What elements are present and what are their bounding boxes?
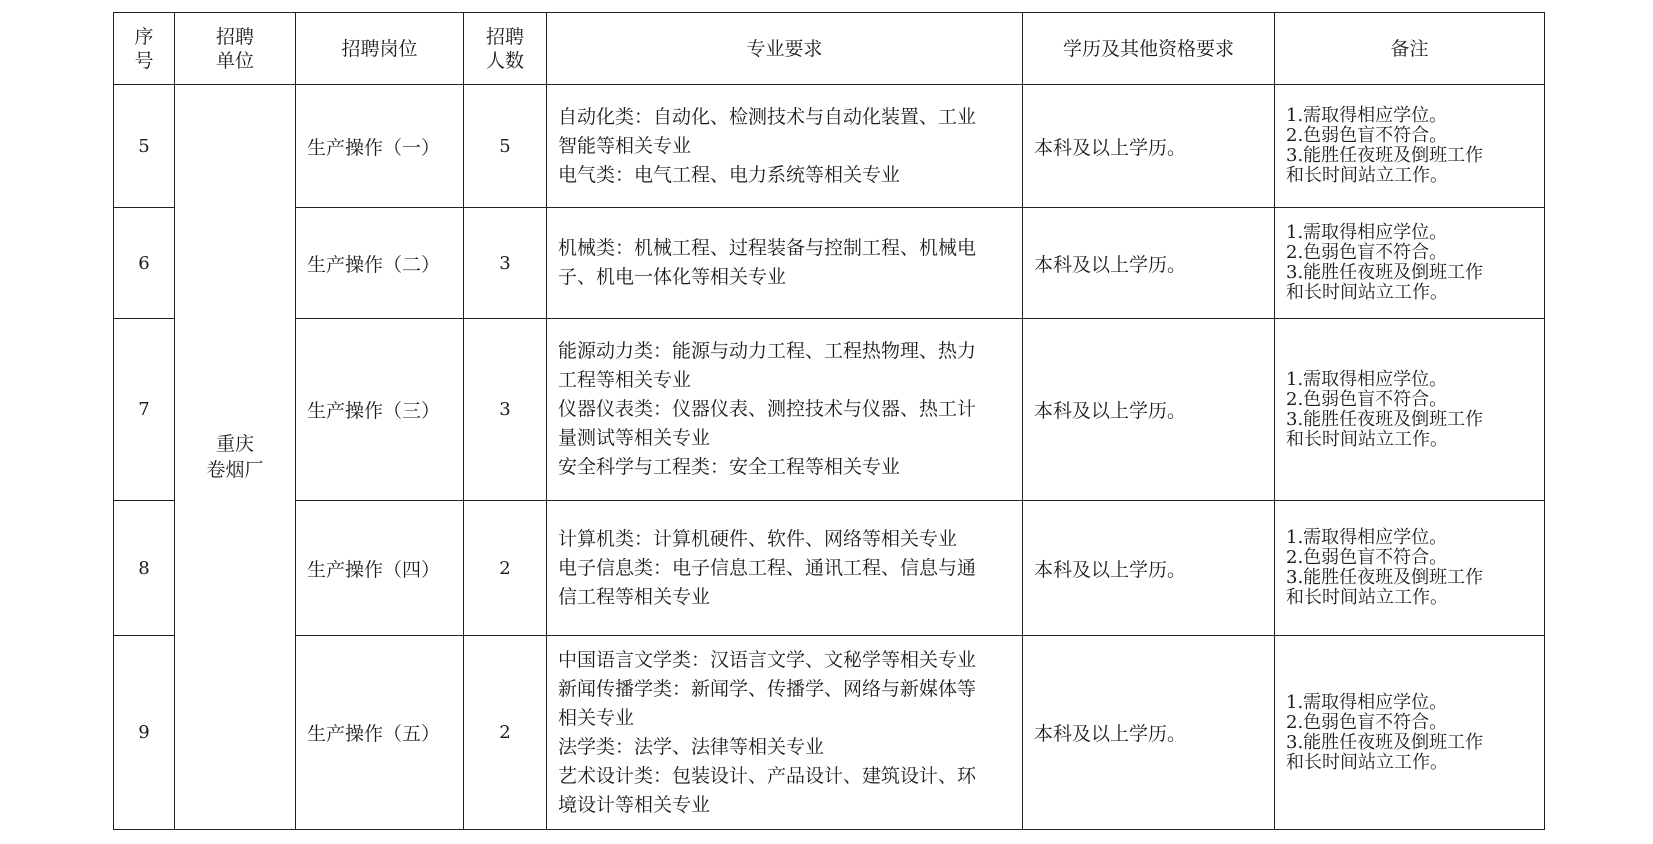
major-line: 艺术设计类：包装设计、产品设计、建筑设计、环 xyxy=(558,764,977,787)
education-cell: 本科及以上学历。 xyxy=(1023,319,1275,501)
education-cell: 本科及以上学历。 xyxy=(1023,501,1275,636)
remark-line: 3.能胜任夜班及倒班工作 xyxy=(1286,567,1484,588)
header-count: 招聘 人数 xyxy=(464,13,547,85)
position-cell: 生产操作（一） xyxy=(296,85,464,208)
table-row xyxy=(114,319,1545,501)
education-cell: 本科及以上学历。 xyxy=(1023,636,1275,830)
table-row xyxy=(114,85,1545,208)
major-line: 子、机电一体化等相关专业 xyxy=(558,266,787,288)
major-line: 工程等相关专业 xyxy=(558,369,692,391)
remark-line: 1.需取得相应学位。 xyxy=(1286,368,1448,390)
major-line: 中国语言文学类：汉语言文学、文秘学等相关专业 xyxy=(558,648,977,671)
major-line: 安全科学与工程类：安全工程等相关专业 xyxy=(558,456,901,478)
seq-cell: 9 xyxy=(114,636,175,830)
count-cell: 3 xyxy=(464,319,547,501)
count-cell: 3 xyxy=(464,208,547,319)
major-line: 机械类：机械工程、过程装备与控制工程、机械电 xyxy=(558,237,977,259)
table-row xyxy=(114,501,1545,636)
seq-cell: 5 xyxy=(114,85,175,208)
major-line: 量测试等相关专业 xyxy=(558,427,711,449)
header-position: 招聘岗位 xyxy=(296,13,464,85)
position-cell: 生产操作（四） xyxy=(296,501,464,636)
remark-line: 2.色弱色盲不符合。 xyxy=(1286,242,1448,263)
header-seq: 序 号 xyxy=(114,13,175,85)
remark-line: 2.色弱色盲不符合。 xyxy=(1286,125,1448,146)
major-cell xyxy=(547,636,1023,830)
remarks-cell xyxy=(1275,636,1545,830)
major-cell xyxy=(547,208,1023,319)
remark-line: 3.能胜任夜班及倒班工作 xyxy=(1286,731,1484,753)
major-line: 新闻传播学类：新闻学、传播学、网络与新媒体等 xyxy=(558,677,977,700)
major-line: 相关专业 xyxy=(558,706,635,729)
remark-line: 2.色弱色盲不符合。 xyxy=(1286,547,1448,568)
remark-line: 2.色弱色盲不符合。 xyxy=(1286,388,1448,410)
unit-cell: 重庆 卷烟厂 xyxy=(175,85,296,830)
remarks-cell xyxy=(1275,501,1545,636)
major-line: 自动化类：自动化、检测技术与自动化装置、工业 xyxy=(558,105,977,128)
header-education: 学历及其他资格要求 xyxy=(1023,13,1275,85)
major-cell xyxy=(547,85,1023,208)
remark-line: 3.能胜任夜班及倒班工作 xyxy=(1286,408,1484,430)
remark-line: 1.需取得相应学位。 xyxy=(1286,527,1448,548)
header-unit: 招聘 单位 xyxy=(175,13,296,85)
major-line: 智能等相关专业 xyxy=(558,134,692,157)
remarks-cell xyxy=(1275,208,1545,319)
remarks-cell xyxy=(1275,85,1545,208)
education-cell: 本科及以上学历。 xyxy=(1023,208,1275,319)
major-cell xyxy=(547,501,1023,636)
remark-line: 和长时间站立工作。 xyxy=(1286,165,1448,186)
header-row xyxy=(114,13,1545,85)
seq-cell: 6 xyxy=(114,208,175,319)
education-cell: 本科及以上学历。 xyxy=(1023,85,1275,208)
header-remarks: 备注 xyxy=(1275,13,1545,85)
position-cell: 生产操作（三） xyxy=(296,319,464,501)
table-row xyxy=(114,636,1545,830)
position-cell: 生产操作（五） xyxy=(296,636,464,830)
remark-line: 和长时间站立工作。 xyxy=(1286,428,1448,450)
table-row xyxy=(114,208,1545,319)
major-line: 电子信息类：电子信息工程、通讯工程、信息与通 xyxy=(558,556,977,579)
position-cell: 生产操作（二） xyxy=(296,208,464,319)
major-line: 能源动力类：能源与动力工程、工程热物理、热力 xyxy=(558,340,977,362)
header-major: 专业要求 xyxy=(547,13,1023,85)
major-line: 境设计等相关专业 xyxy=(558,793,711,816)
major-line: 信工程等相关专业 xyxy=(558,585,711,608)
remark-line: 2.色弱色盲不符合。 xyxy=(1286,711,1448,733)
seq-cell: 7 xyxy=(114,319,175,501)
remark-line: 1.需取得相应学位。 xyxy=(1286,105,1448,126)
remark-line: 1.需取得相应学位。 xyxy=(1286,691,1448,713)
remark-line: 1.需取得相应学位。 xyxy=(1286,222,1448,243)
major-line: 仪器仪表类：仪器仪表、测控技术与仪器、热工计 xyxy=(558,398,977,420)
remarks-cell xyxy=(1275,319,1545,501)
major-line: 法学类：法学、法律等相关专业 xyxy=(558,735,825,758)
major-cell xyxy=(547,319,1023,501)
remark-line: 和长时间站立工作。 xyxy=(1286,751,1448,773)
major-line: 电气类：电气工程、电力系统等相关专业 xyxy=(558,163,901,186)
count-cell: 5 xyxy=(464,85,547,208)
remark-line: 和长时间站立工作。 xyxy=(1286,587,1448,608)
count-cell: 2 xyxy=(464,501,547,636)
remark-line: 3.能胜任夜班及倒班工作 xyxy=(1286,145,1484,166)
recruitment-table xyxy=(113,12,1545,830)
count-cell: 2 xyxy=(464,636,547,830)
major-line: 计算机类：计算机硬件、软件、网络等相关专业 xyxy=(558,527,958,550)
remark-line: 和长时间站立工作。 xyxy=(1286,282,1448,303)
seq-cell: 8 xyxy=(114,501,175,636)
remark-line: 3.能胜任夜班及倒班工作 xyxy=(1286,262,1484,283)
